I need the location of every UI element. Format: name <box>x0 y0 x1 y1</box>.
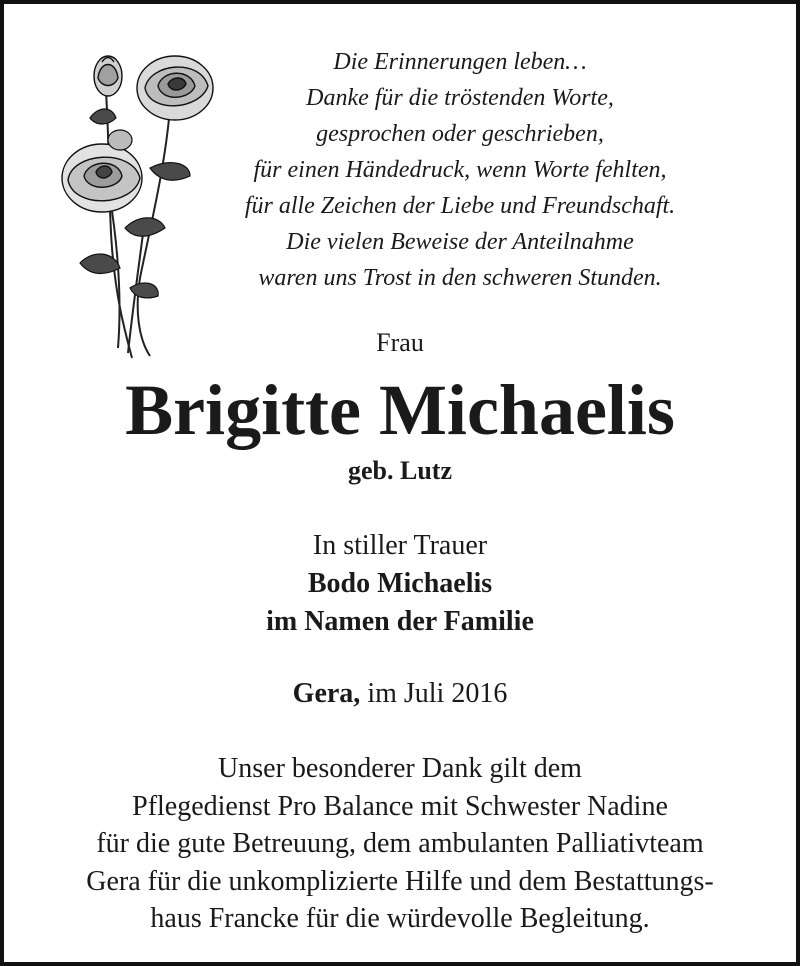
poem-line: gesprochen oder geschrieben, <box>316 121 604 147</box>
poem-block <box>200 44 720 296</box>
poem-line: Die Erinnerungen leben… <box>333 49 587 75</box>
place: Gera, <box>292 678 361 709</box>
thanks-line: für die gute Betreuung, dem ambulanten Palliativteam <box>96 828 704 859</box>
on-behalf-of-family: im Namen der Familie <box>266 606 534 637</box>
thanks-line: Gera für die unkomplizierte Hilfe und dem Bestattungs- <box>86 865 714 897</box>
poem-line: Die vielen Beweise der Anteilnahme <box>286 229 634 255</box>
thanks-line: Pflegedienst Pro Balance mit Schwester Nadine <box>132 790 668 822</box>
place-date <box>0 676 800 712</box>
poem-line: waren uns Trost in den schweren Stunden. <box>258 265 662 291</box>
roses-icon <box>50 48 225 360</box>
poem-line: für alle Zeichen der Liebe und Freundschaft. <box>244 193 676 219</box>
thanks-block <box>0 750 800 938</box>
date: im Juli 2016 <box>360 678 508 709</box>
salutation: Frau <box>376 328 424 357</box>
mourning-intro: In stiller Trauer <box>312 530 488 561</box>
poem-line: Danke für die tröstenden Worte, <box>306 85 614 111</box>
poem-line: für einen Händedruck, wenn Worte fehlten, <box>253 157 667 183</box>
deceased-name: Brigitte Michaelis <box>125 370 675 450</box>
thanks-line: Unser besonderer Dank gilt dem <box>218 753 582 784</box>
maiden-name: geb. Lutz <box>348 456 452 485</box>
thanks-line: haus Francke für die würdevolle Begleitung. <box>150 903 650 934</box>
mourner-name: Bodo Michaelis <box>307 568 493 599</box>
